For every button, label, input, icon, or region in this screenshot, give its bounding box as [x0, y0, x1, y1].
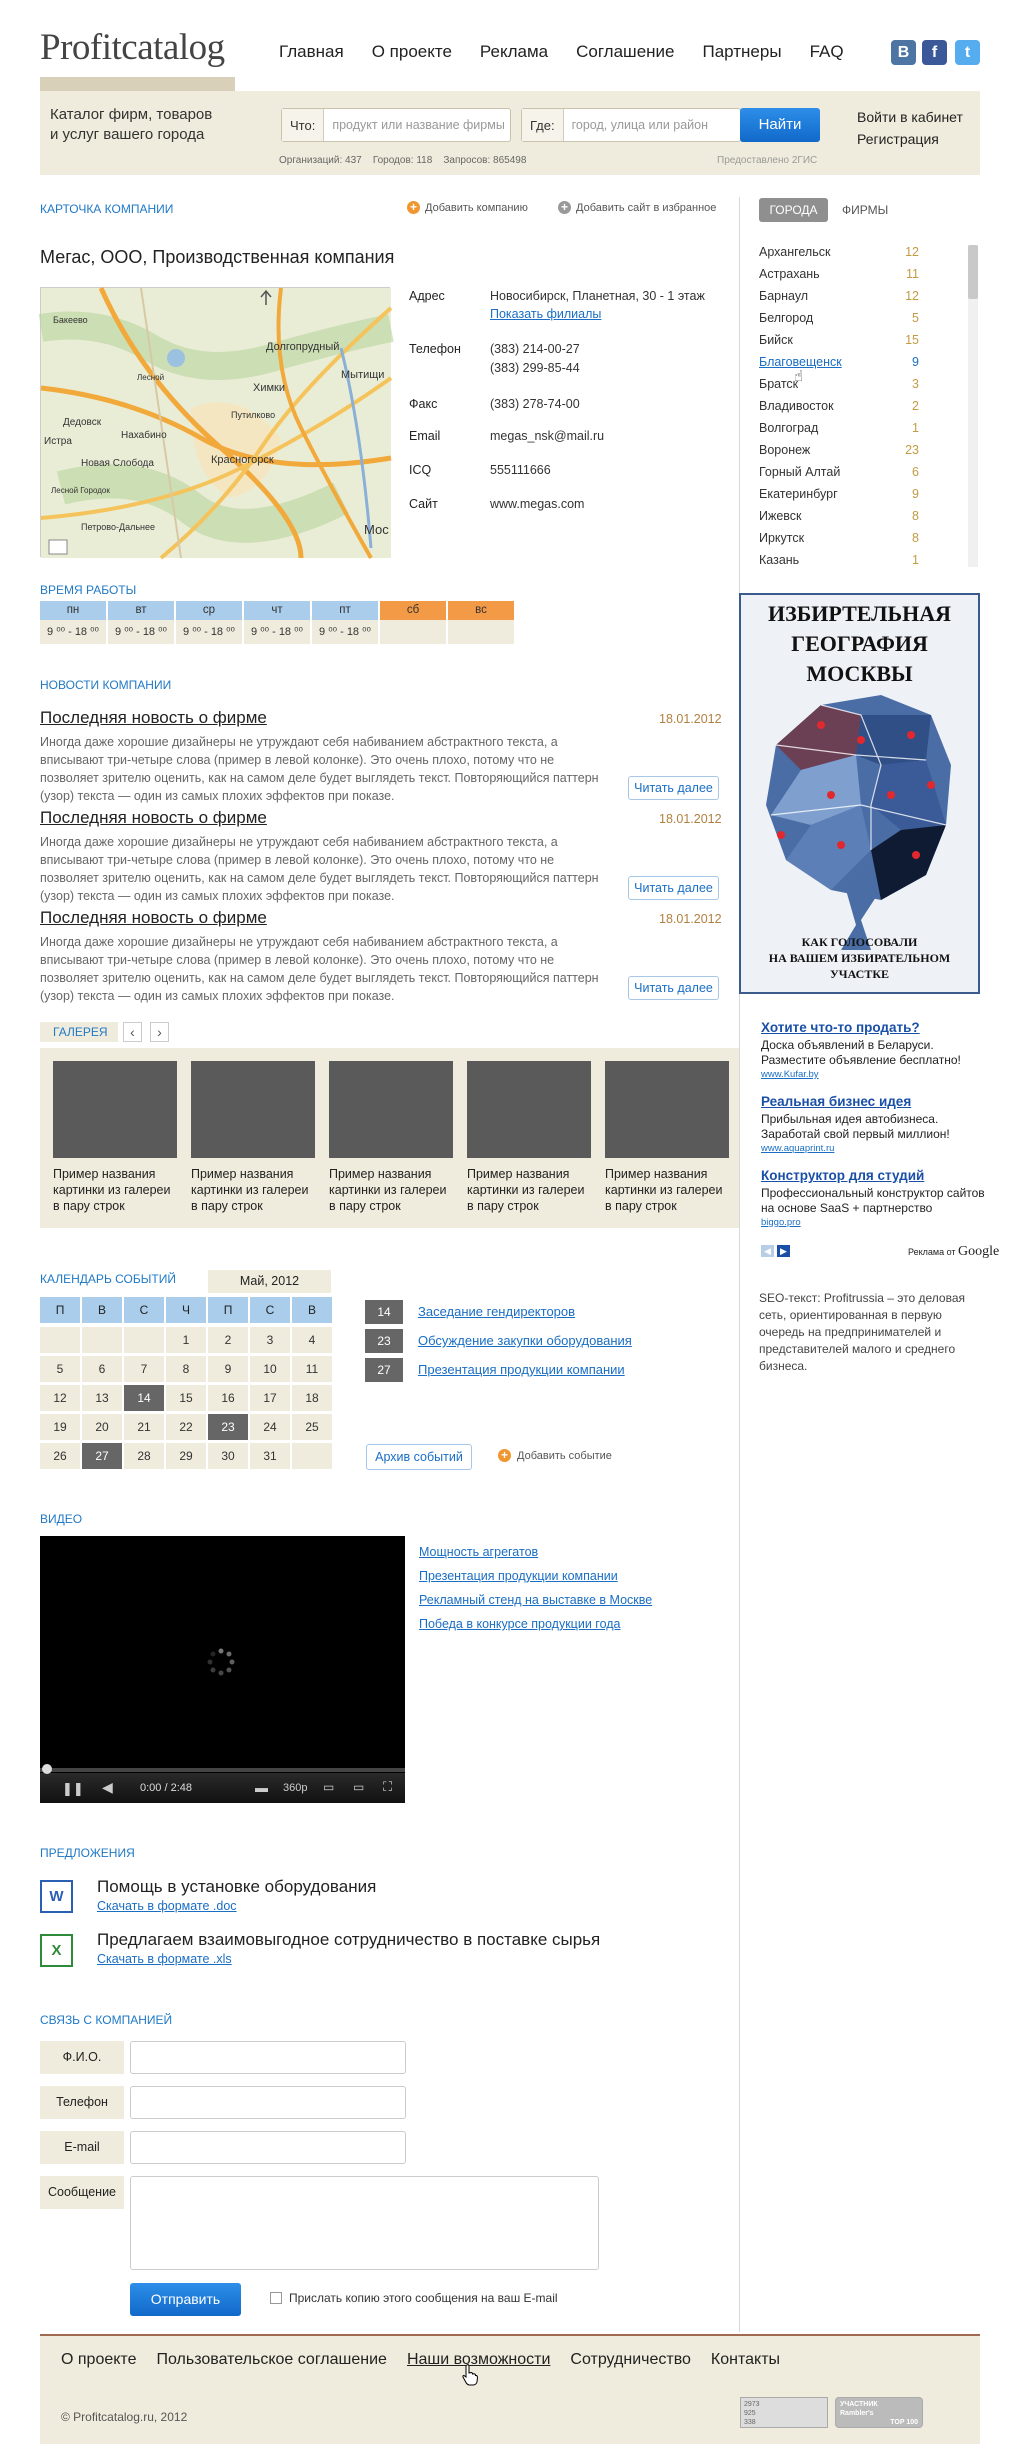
event-day-badge: 23 — [365, 1329, 403, 1353]
name-label: Ф.И.О. — [40, 2041, 124, 2074]
calendar-weekday: П — [40, 1297, 80, 1323]
calendar-day[interactable]: 1 — [166, 1327, 206, 1353]
hand-cursor-icon — [462, 2364, 478, 2386]
gallery-caption: Пример названия картинки из галереи в пару строк — [467, 1167, 585, 1213]
hours-day-5 — [380, 601, 446, 644]
map-graphic — [41, 288, 391, 558]
moscow-map-graphic — [741, 685, 982, 955]
video-scrubber[interactable] — [42, 1764, 52, 1774]
email-field-label: E-mail — [40, 2131, 124, 2164]
gallery-item[interactable] — [605, 1061, 729, 1214]
calendar-day[interactable]: 9 — [208, 1356, 248, 1382]
nav-partners[interactable]: Партнеры — [702, 42, 782, 61]
logo[interactable]: Profitcatalog — [40, 27, 225, 68]
footer-link-agreement[interactable]: Пользовательское соглашение — [156, 2351, 387, 2368]
calendar-day — [82, 1327, 122, 1353]
calendar-day[interactable]: 8 — [166, 1356, 206, 1382]
city-count: 12 — [905, 289, 919, 303]
calendar-day[interactable]: 10 — [250, 1356, 290, 1382]
ad-url[interactable]: www.aquaprint.ru — [761, 1143, 835, 1154]
gallery-image — [191, 1061, 315, 1158]
fax-value: (383) 278-74-00 — [490, 397, 580, 411]
video-link[interactable]: Победа в конкурсе продукции года — [419, 1617, 621, 1631]
cities-scroll-thumb[interactable] — [968, 245, 978, 299]
ad-text-line: Профессиональный конструктор сайтов — [761, 1186, 985, 1200]
svg-text:Мос: Мос — [364, 522, 389, 537]
calendar-day[interactable]: 20 — [82, 1414, 122, 1440]
city-count: 9 — [912, 487, 919, 501]
ad-title[interactable]: Реальная бизнес идея — [761, 1094, 912, 1109]
day-time — [448, 620, 514, 644]
banner-subtitle: КАК ГОЛОСОВАЛИ НА ВАШЕМ ИЗБИРАТЕЛЬНОМ УЧАСТКЕ — [768, 935, 951, 981]
where-input[interactable]: город, улица или район — [571, 118, 709, 132]
news-text: Иногда даже хорошие дизайнеры не утруждают себя набиванием абстрактного текста, а вписывают три-четыре слова (пример в левой колонке). Это очень плохо, потому что не позволяет зрителю оценить, как на самом деле будет выглядеть текст. Повторяющийся паттерн (узор) текста — один из самых плохих эффектов при показе. — [40, 735, 599, 803]
site-stats: Организаций: 437 Городов: 118 Запросов: 865498 — [279, 155, 527, 166]
calendar-weekday: Ч — [166, 1297, 206, 1323]
hand-cursor-icon: ☝ — [794, 368, 804, 385]
calendar-day[interactable]: 16 — [208, 1385, 248, 1411]
news-title[interactable]: Последняя новость о фирме — [40, 808, 267, 827]
search-button[interactable]: Найти — [740, 108, 820, 142]
news-text: Иногда даже хорошие дизайнеры не утруждают себя набиванием абстрактного текста, а вписывают три-четыре слова (пример в левой колонке). Это очень плохо, потому что не позволяет зрителю оценить, как на самом деле будет выглядеть текст. Повторяющийся паттерн (узор) текста — один из самых плохих эффектов при показе. — [40, 835, 599, 903]
add-favorite-link[interactable]: + Добавить сайт в избранное — [558, 201, 716, 214]
svg-text:Мытищи: Мытищи — [341, 369, 385, 381]
ads-by-google: Реклама от Google — [908, 1244, 1000, 1259]
calendar-section-title: КАЛЕНДАРЬ СОБЫТИЙ — [40, 1272, 176, 1286]
site-value[interactable]: www.megas.com — [490, 497, 585, 511]
ad-text-line: Прибыльная идея автобизнеса. — [761, 1112, 939, 1126]
video-time: 0:00 / 2:48 — [140, 1782, 192, 1794]
quality-button[interactable]: 360p — [283, 1782, 308, 1794]
archive-button[interactable]: Архив событий — [366, 1444, 472, 1470]
ad-text-line: Разместите объявление бесплатно! — [761, 1053, 961, 1067]
day-name: сб — [380, 601, 446, 620]
news-text: Иногда даже хорошие дизайнеры не утруждают себя набиванием абстрактного текста, а вписывают три-четыре слова (пример в левой колонке). Это очень плохо, потому что не позволяет зрителю оценить, как на самом деле будет выглядеть текст. Повторяющийся паттерн (узор) текста — один из самых плохих эффектов при показе. — [40, 935, 599, 1003]
day-name: пт — [312, 601, 378, 620]
add-event-link[interactable]: + Добавить событие — [498, 1449, 612, 1462]
footer-link-contacts[interactable]: Контакты — [710, 2351, 781, 2368]
message-textarea[interactable] — [130, 2176, 599, 2270]
name-input[interactable] — [130, 2041, 406, 2074]
city-count: 8 — [912, 531, 919, 545]
news-date: 18.01.2012 — [659, 812, 722, 826]
city-link[interactable]: Белгород — [759, 311, 814, 325]
calendar-day — [40, 1327, 80, 1353]
small-player-icon[interactable]: ▭ — [323, 1780, 335, 1794]
day-name: ср — [176, 601, 242, 620]
calendar-weekday: С — [124, 1297, 164, 1323]
submit-button[interactable]: Отправить — [130, 2283, 241, 2316]
svg-text:Лесной Городок: Лесной Городок — [51, 486, 110, 495]
offer-title-2: Предлагаем взаимовыгодное сотрудничество в поставке сырья — [97, 1930, 601, 1949]
gallery-prev-icon[interactable]: ‹ — [123, 1022, 142, 1042]
event-day-badge: 14 — [365, 1300, 403, 1324]
email-value[interactable]: megas_nsk@mail.ru — [490, 429, 605, 443]
calendar-day[interactable]: 22 — [166, 1414, 206, 1440]
tagline: Каталог фирм, товаров и услуг вашего города — [50, 106, 213, 143]
seo-text: SEO-текст: Profitrussia – это деловая сеть, ориентированная в первую очередь на предпринимателей и представителей малого и среднего бизнеса. — [759, 1291, 966, 1373]
ad-text-line: Доска объявлений в Беларуси. — [761, 1038, 934, 1052]
where-search — [521, 108, 741, 142]
where-label: Где: — [522, 109, 564, 141]
city-count: 6 — [912, 465, 919, 479]
calendar-weekday: В — [82, 1297, 122, 1323]
city-link[interactable]: Ижевск — [759, 509, 802, 523]
excel-xls-icon: X — [40, 1934, 73, 1967]
city-link[interactable]: Волгоград — [759, 421, 819, 435]
tab-firms[interactable]: ФИРМЫ — [842, 203, 889, 217]
captions-icon[interactable]: ▬ — [255, 1780, 268, 1795]
vk-icon[interactable]: B — [891, 40, 916, 65]
day-time: 9 ⁰⁰ - 18 ⁰⁰ — [244, 620, 310, 644]
loading-spinner-icon — [206, 1647, 236, 1677]
fax-label: Факс — [409, 397, 438, 411]
day-name: вс — [448, 601, 514, 620]
gallery-next-icon[interactable]: › — [150, 1022, 169, 1042]
message-label: Сообщение — [40, 2176, 124, 2209]
calendar-day[interactable]: 18 — [292, 1385, 332, 1411]
what-search — [281, 108, 511, 142]
calendar-day[interactable]: 25 — [292, 1414, 332, 1440]
icq-label: ICQ — [409, 463, 432, 477]
event-link[interactable]: Презентация продукции компании — [418, 1362, 625, 1377]
large-player-icon[interactable]: ▭ — [353, 1780, 365, 1794]
phone-input[interactable] — [130, 2086, 406, 2119]
gallery-caption: Пример названия картинки из галереи в пару строк — [329, 1167, 447, 1213]
gallery-item[interactable] — [467, 1061, 591, 1214]
day-name: чт — [244, 601, 310, 620]
gallery-item[interactable] — [329, 1061, 453, 1214]
event-day-badge: 27 — [365, 1358, 403, 1382]
phone-value-2: (383) 299-85-44 — [490, 361, 580, 375]
pause-icon[interactable]: ❚❚ — [62, 1781, 84, 1796]
calendar-day[interactable]: 27 — [82, 1443, 122, 1469]
city-count: 5 — [912, 311, 919, 325]
day-name: пн — [40, 601, 106, 620]
phone-field-label: Телефон — [40, 2086, 124, 2119]
add-company-link[interactable]: + Добавить компанию — [407, 201, 528, 214]
copyright: © Profitcatalog.ru, 2012 — [61, 2410, 188, 2424]
city-count: 9 — [912, 355, 919, 369]
calendar-day[interactable]: 12 — [40, 1385, 80, 1411]
cities-scrollbar[interactable] — [968, 245, 978, 567]
city-link[interactable]: Братск — [759, 377, 799, 391]
contact-section-title: СВЯЗЬ С КОМПАНИЕЙ — [40, 2013, 173, 2027]
day-time: 9 ⁰⁰ - 18 ⁰⁰ — [108, 620, 174, 644]
copy-checkbox[interactable] — [270, 2292, 282, 2304]
login-link[interactable]: Войти в кабинет — [857, 109, 963, 125]
calendar-month[interactable]: Май, 2012 — [208, 1270, 331, 1293]
volume-icon[interactable]: ◀ — [102, 1779, 113, 1795]
svg-text:Химки: Химки — [253, 382, 286, 394]
gallery-item[interactable] — [191, 1061, 315, 1214]
hours-day-3 — [244, 601, 310, 644]
city-count: 12 — [905, 245, 919, 259]
company-map[interactable] — [40, 287, 390, 557]
city-count: 11 — [906, 267, 919, 281]
calendar-day[interactable]: 3 — [250, 1327, 290, 1353]
gallery-caption: Пример названия картинки из галереи в пару строк — [53, 1167, 171, 1213]
svg-text:Бакеево: Бакеево — [53, 315, 88, 325]
gallery-image — [329, 1061, 453, 1158]
word-doc-icon: W — [40, 1880, 73, 1913]
facebook-icon[interactable]: f — [922, 40, 947, 65]
plus-icon: + — [498, 1449, 511, 1462]
svg-text:Красногорск: Красногорск — [211, 454, 274, 466]
gallery-image — [467, 1061, 591, 1158]
city-count: 2 — [912, 399, 919, 413]
election-banner[interactable] — [739, 593, 980, 994]
city-link[interactable]: Воронеж — [759, 443, 811, 457]
video-controls — [40, 1773, 405, 1803]
calendar-day[interactable]: 24 — [250, 1414, 290, 1440]
city-link[interactable]: Благовещенск — [759, 355, 842, 369]
plus-icon: + — [558, 201, 571, 214]
ads-prev-icon[interactable]: ◀ — [761, 1245, 774, 1257]
calendar-day[interactable]: 29 — [166, 1443, 206, 1469]
svg-text:Дедовск: Дедовск — [63, 417, 102, 428]
calendar-day[interactable]: 7 — [124, 1356, 164, 1382]
register-link[interactable]: Регистрация — [857, 131, 939, 147]
calendar-day[interactable]: 15 — [166, 1385, 206, 1411]
account-links — [857, 106, 963, 150]
liveinternet-counter[interactable]: 2973 925 338 — [740, 2397, 828, 2428]
city-link[interactable]: Горный Алтай — [759, 465, 841, 479]
offer-download-doc[interactable]: Скачать в формате .doc — [97, 1899, 237, 1913]
calendar-day[interactable]: 26 — [40, 1443, 80, 1469]
svg-text:Путилково: Путилково — [231, 410, 276, 420]
news-date: 18.01.2012 — [659, 712, 722, 726]
day-name: вт — [108, 601, 174, 620]
read-more-button[interactable]: Читать далее — [628, 976, 719, 1000]
video-link[interactable]: Презентация продукции компании — [419, 1569, 618, 1583]
calendar-day[interactable]: 19 — [40, 1414, 80, 1440]
svg-text:Новая Слобода: Новая Слобода — [81, 458, 154, 469]
hours-section-title: ВРЕМЯ РАБОТЫ — [40, 583, 137, 597]
nav-faq[interactable]: FAQ — [809, 42, 844, 61]
tab-cities[interactable]: ГОРОДА — [759, 198, 828, 222]
hours-day-6 — [448, 601, 514, 644]
city-link[interactable]: Архангельск — [759, 245, 831, 259]
rambler-top100-counter[interactable]: УЧАСТНИК Rambler's TOP 100 — [835, 2397, 923, 2428]
day-time: 9 ⁰⁰ - 18 ⁰⁰ — [312, 620, 378, 644]
city-count: 1 — [912, 553, 919, 567]
what-label: Что: — [282, 109, 324, 141]
calendar-day[interactable]: 30 — [208, 1443, 248, 1469]
offers-section-title: ПРЕДЛОЖЕНИЯ — [40, 1846, 135, 1860]
read-more-button[interactable]: Читать далее — [628, 776, 719, 800]
banner-title: ИЗБИРТЕЛЬНАЯ ГЕОГРАФИЯ МОСКВЫ — [768, 601, 951, 686]
google-logo: Google — [958, 1244, 1000, 1259]
twitter-icon[interactable]: t — [955, 40, 980, 65]
calendar-day[interactable]: 13 — [82, 1385, 122, 1411]
ad-title[interactable]: Хотите что-то продать? — [761, 1020, 920, 1035]
calendar-day[interactable]: 2 — [208, 1327, 248, 1353]
company-name: Мегас, ООО, Производственная компания — [40, 247, 395, 267]
offer-download-xls[interactable]: Скачать в формате .xls — [97, 1952, 232, 1966]
offer-title-1: Помощь в установке оборудования — [97, 1877, 377, 1896]
sidebar-divider — [739, 197, 740, 2332]
news-section-title: НОВОСТИ КОМПАНИИ — [40, 678, 172, 692]
ad-title[interactable]: Конструктор для студий — [761, 1168, 925, 1183]
nav-agreement[interactable]: Соглашение — [576, 42, 675, 61]
hours-day-0 — [40, 601, 106, 644]
footer-link-about[interactable]: О проекте — [61, 2351, 137, 2368]
ad-text-line: на основе SaaS + партнерство — [761, 1201, 933, 1215]
gallery-image — [53, 1061, 177, 1158]
fullscreen-icon[interactable]: ⛶ — [383, 1779, 393, 1794]
calendar-day[interactable]: 28 — [124, 1443, 164, 1469]
city-link[interactable]: Казань — [759, 553, 800, 567]
calendar-weekday: С — [250, 1297, 290, 1323]
news-title[interactable]: Последняя новость о фирме — [40, 708, 267, 727]
event-link[interactable]: Заседание гендиректоров — [418, 1304, 576, 1319]
address-value: Новосибирск, Планетная, 30 - 1 этаж — [490, 289, 705, 303]
svg-text:Петрово-Дальнее: Петрово-Дальнее — [81, 522, 156, 532]
calendar-day — [124, 1327, 164, 1353]
day-time — [380, 620, 446, 644]
email-input[interactable] — [130, 2131, 406, 2164]
city-link[interactable]: Владивосток — [759, 399, 834, 413]
footer-link-cooperation[interactable]: Сотрудничество — [570, 2351, 691, 2368]
phone-label: Телефон — [409, 342, 461, 356]
address-label: Адрес — [409, 289, 445, 303]
provided-by: Предоставлено 2ГИС — [717, 155, 818, 166]
svg-text:Лесной: Лесной — [137, 373, 165, 382]
svg-text:Нахабино: Нахабино — [121, 430, 167, 441]
gallery-section-title: ГАЛЕРЕЯ — [40, 1022, 118, 1042]
gallery-item[interactable] — [53, 1061, 177, 1214]
read-more-button[interactable]: Читать далее — [628, 876, 719, 900]
ad-text-line: Заработай свой первый миллион! — [761, 1127, 950, 1141]
hours-day-1 — [108, 601, 174, 644]
phone-value-1: (383) 214-00-27 — [490, 342, 580, 356]
calendar-day[interactable]: 6 — [82, 1356, 122, 1382]
svg-text:Долгопрудный: Долгопрудный — [266, 341, 340, 353]
gallery-caption: Пример названия картинки из галереи в пару строк — [191, 1167, 309, 1213]
city-link[interactable]: Барнаул — [759, 289, 809, 303]
calendar-day[interactable]: 17 — [250, 1385, 290, 1411]
main-nav — [279, 42, 844, 62]
video-section-title: ВИДЕО — [40, 1512, 83, 1526]
gallery-image — [605, 1061, 729, 1158]
calendar-day[interactable]: 21 — [124, 1414, 164, 1440]
video-link[interactable]: Мощность агрегатов — [419, 1545, 539, 1559]
news-title[interactable]: Последняя новость о фирме — [40, 908, 267, 927]
site-label: Сайт — [409, 497, 438, 511]
gallery-caption: Пример названия картинки из галереи в пару строк — [605, 1167, 723, 1213]
city-count: 3 — [912, 377, 919, 391]
hours-day-4 — [312, 601, 378, 644]
icq-value: 555111666 — [490, 463, 551, 477]
city-link[interactable]: Иркутск — [759, 531, 805, 545]
copy-label: Прислать копию этого сообщения на ваш E-mail — [289, 2291, 558, 2305]
nav-about[interactable]: О проекте — [371, 42, 452, 61]
calendar-day[interactable]: 31 — [250, 1443, 290, 1469]
city-link[interactable]: Астрахань — [759, 267, 820, 281]
city-count: 8 — [912, 509, 919, 523]
email-label: Email — [409, 429, 441, 443]
video-link[interactable]: Рекламный стенд на выставке в Москве — [419, 1593, 653, 1607]
calendar-day[interactable]: 14 — [124, 1385, 164, 1411]
day-time: 9 ⁰⁰ - 18 ⁰⁰ — [176, 620, 242, 644]
svg-text:Истра: Истра — [44, 436, 72, 447]
what-input[interactable]: продукт или название фирмы — [332, 118, 505, 132]
calendar-day[interactable]: 4 — [292, 1327, 332, 1353]
logo-underline — [40, 77, 235, 91]
nav-home[interactable]: Главная — [279, 42, 344, 61]
calendar-day[interactable]: 11 — [292, 1356, 332, 1382]
day-time: 9 ⁰⁰ - 18 ⁰⁰ — [40, 620, 106, 644]
calendar-day — [292, 1443, 332, 1469]
news-date: 18.01.2012 — [659, 912, 722, 926]
city-link[interactable]: Бийск — [759, 333, 793, 347]
plus-icon: + — [407, 201, 420, 214]
calendar-weekday: П — [208, 1297, 248, 1323]
calendar-weekday: В — [292, 1297, 332, 1323]
calendar-day[interactable]: 5 — [40, 1356, 80, 1382]
video-progress[interactable] — [40, 1768, 405, 1772]
footer-link-features[interactable]: Наши возможности — [406, 2351, 551, 2368]
ad-url[interactable]: biggo.pro — [761, 1217, 801, 1228]
video-player[interactable] — [40, 1536, 405, 1803]
company-section-title: КАРТОЧКА КОМПАНИИ — [40, 202, 174, 216]
event-link[interactable]: Обсуждение закупки оборудования — [418, 1333, 632, 1348]
footer-nav — [61, 2351, 780, 2369]
city-count: 15 — [905, 333, 919, 347]
city-link[interactable]: Екатеринбург — [759, 487, 838, 501]
hours-day-2 — [176, 601, 242, 644]
city-count: 1 — [912, 421, 919, 435]
ad-url[interactable]: www.Kufar.by — [761, 1069, 819, 1080]
nav-ads[interactable]: Реклама — [479, 42, 549, 61]
ads-next-icon[interactable]: ▶ — [777, 1245, 790, 1257]
show-branches-link[interactable]: Показать филиалы — [490, 307, 602, 321]
city-count: 23 — [905, 443, 919, 457]
calendar-day[interactable]: 23 — [208, 1414, 248, 1440]
